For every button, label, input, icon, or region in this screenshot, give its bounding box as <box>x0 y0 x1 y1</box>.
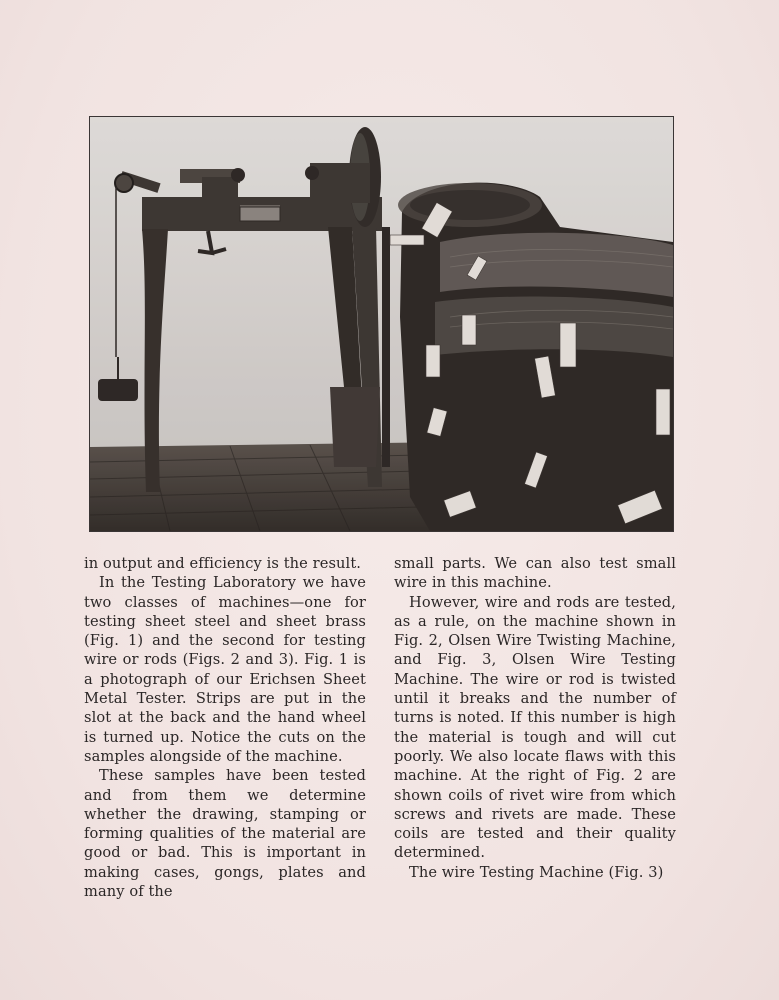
paragraph: small parts. We can also test small wire in this machine. <box>394 555 676 592</box>
figure-photograph <box>89 116 674 532</box>
left-column <box>84 554 366 901</box>
paragraph: In the Testing Laboratory we have two classes of machines—one for testing sheet steel and sheet brass (Fig. 1) and the second for testing wire or rods (Figs. 2 and 3). Fig. 1 is a photograph of our Erichsen Sheet Metal Tester. Strips are put in the slot at the back and the hand wheel is turned up. Notice the cuts on the samples alongside of the machine. <box>84 574 366 765</box>
paragraph: in output and efficiency is the result. <box>84 555 362 572</box>
right-column <box>394 554 676 882</box>
paragraph: However, wire and rods are tested, as a rule, on the machine shown in Fig. 2, Olsen Wire Twisting Machine, and Fig. 3, Olsen Wire Testing Machine. The wire or rod is twisted until it breaks and the number of turns is noted. If this number is high the material is tough and will cut poorly. We also locate flaws with this machine. At the right of Fig. 2 are shown coils of rivet wire from which screws and rivets are made. These coils are tested and their quality determined. <box>394 593 676 862</box>
paragraph: These samples have been tested and from them we determine whether the drawing, stamping or forming qualities of the material are good or bad. This is important in making cases, gongs, plates and many of the <box>84 767 366 901</box>
photograph-machine-and-wire-coils-icon <box>90 117 673 531</box>
paragraph: The wire Testing Machine (Fig. 3) <box>409 863 664 881</box>
